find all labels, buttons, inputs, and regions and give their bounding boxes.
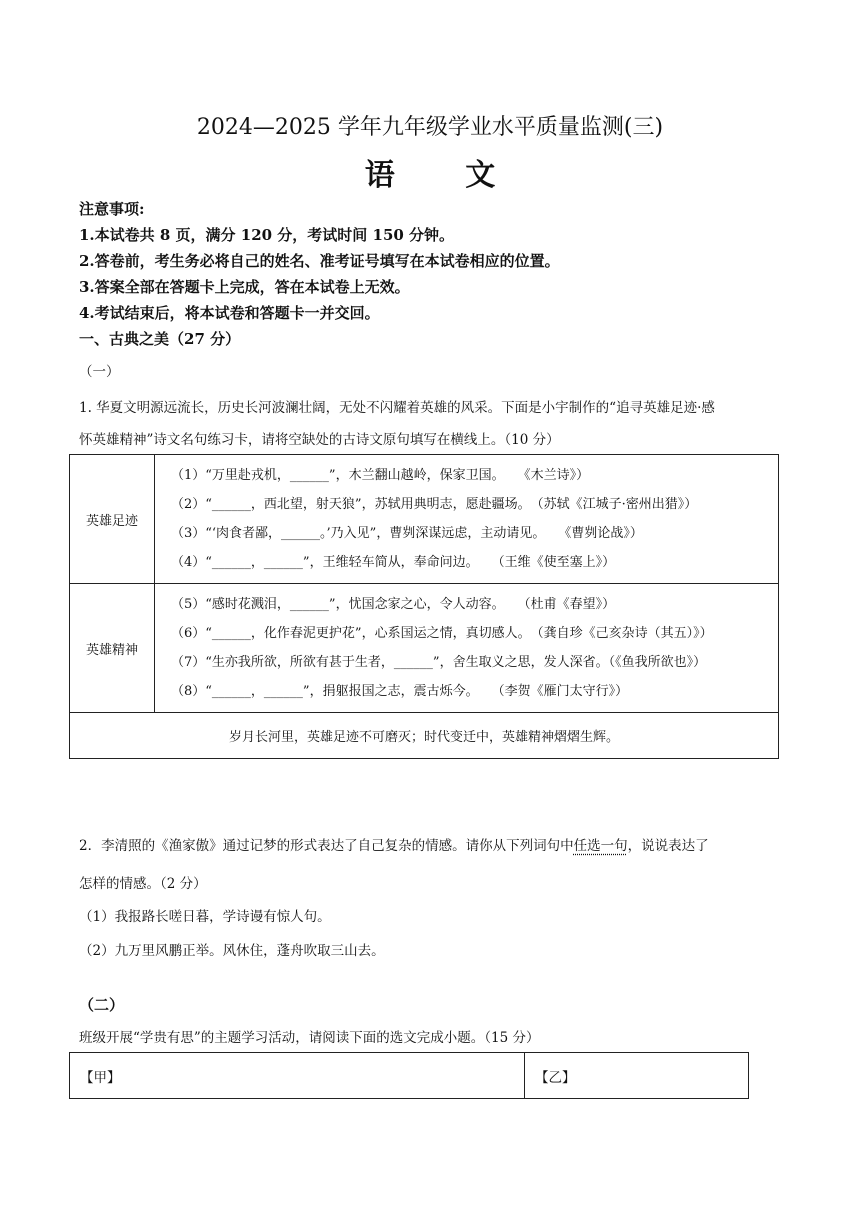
fill-blank-line: （5）“感时花溅泪，______”，忧国念家之心，令人动容。 （杜甫《春望》） [171, 597, 616, 612]
category-lines [155, 455, 779, 584]
notice-item: 4.考试结束后，将本试卷和答题卡一并交回。 [79, 304, 380, 322]
question-2-text [79, 834, 709, 854]
part-label: （二） [79, 996, 125, 1014]
fill-blank-line: （4）“______，______”，王维轻车简从，奉命问边。 （王维《使至塞上》） [171, 555, 616, 570]
question-2-part: ，说说表达了 [627, 838, 709, 854]
question-2-text: 怎样的情感。（2 分） [79, 876, 207, 892]
fill-blank-line: （7）“生亦我所欲，所欲有甚于生者，______”，舍生取义之思，发人深省。（《鱼我所欲也》） [171, 655, 707, 670]
part-2-intro: 班级开展“学贵有思”的主题学习活动，请阅读下面的选文完成小题。（15 分） [79, 1030, 540, 1046]
question-2-part: 2．李清照的《渔家傲》通过记梦的形式表达了自己复杂的情感。请你从下列词句中 [79, 838, 574, 854]
table-row [70, 713, 779, 759]
exam-title: 2024—2025 学年九年级学业水平质量监测(三) [196, 115, 664, 140]
notice-item: 3.答案全部在答题卡上完成，答在本试卷上无效。 [79, 278, 410, 296]
notice-heading: 注意事项: [79, 200, 145, 218]
subject-title: 语 文 [364, 158, 526, 193]
notice-item: 2.答卷前，考生务必将自己的姓名、准考证号填写在本试卷相应的位置。 [79, 252, 560, 270]
fill-blank-line: （8）“______，______”，捐躯报国之志，震古烁今。 （李贺《雁门太守行》） [171, 684, 629, 699]
part-label: （一） [79, 364, 120, 380]
fill-blank-line: （2）“______，西北望，射天狼”，苏轼用典明志，愿赴疆场。 （苏轼《江城子·密州出猎》） [171, 497, 698, 512]
table-row [70, 1053, 749, 1099]
fill-blank-line: （1）“万里赴戎机，______”，木兰翻山越岭，保家卫国。 《木兰诗》） [171, 468, 590, 483]
fill-blank-line: （3）“‘肉食者鄙，______。’乃入见”，曹刿深谋远虑，主动请见。 《曹刿论战》） [171, 526, 643, 541]
table-row [70, 584, 779, 713]
emphasis-text: 任选一句 [573, 838, 628, 854]
question-1-text: 怀英雄精神”诗文名句练习卡，请将空缺处的古诗文原句填写在横线上。（10 分） [79, 432, 560, 448]
category-label: 英雄精神 [70, 584, 155, 713]
passage-table [69, 1052, 749, 1099]
question-1-text: 1. 华夏文明源远流长，历史长河波澜壮阔，无处不闪耀着英雄的风采。下面是小宇制作的“追寻英雄足迹·感 [79, 400, 715, 416]
question-2-option: （2）九万里风鹏正举。风休住，蓬舟吹取三山去。 [79, 943, 385, 959]
question-2-option: （1）我报路长嗟日暮，学诗谩有惊人句。 [79, 909, 331, 925]
poetry-practice-table [69, 454, 779, 759]
category-lines [155, 584, 779, 713]
section-heading: 一、古典之美（27 分） [79, 330, 241, 348]
notice-item: 1.本试卷共 8 页，满分 120 分，考试时间 150 分钟。 [79, 226, 455, 244]
passage-a-label: 【甲】 [70, 1053, 525, 1099]
table-footer: 岁月长河里，英雄足迹不可磨灭；时代变迁中，英雄精神熠熠生辉。 [70, 713, 779, 759]
category-label: 英雄足迹 [70, 455, 155, 584]
passage-b-label: 【乙】 [525, 1053, 749, 1099]
table-row [70, 455, 779, 584]
fill-blank-line: （6）“______，化作春泥更护花”，心系国运之情，真切感人。 （龚自珍《己亥杂诗（其五）》） [171, 626, 713, 641]
